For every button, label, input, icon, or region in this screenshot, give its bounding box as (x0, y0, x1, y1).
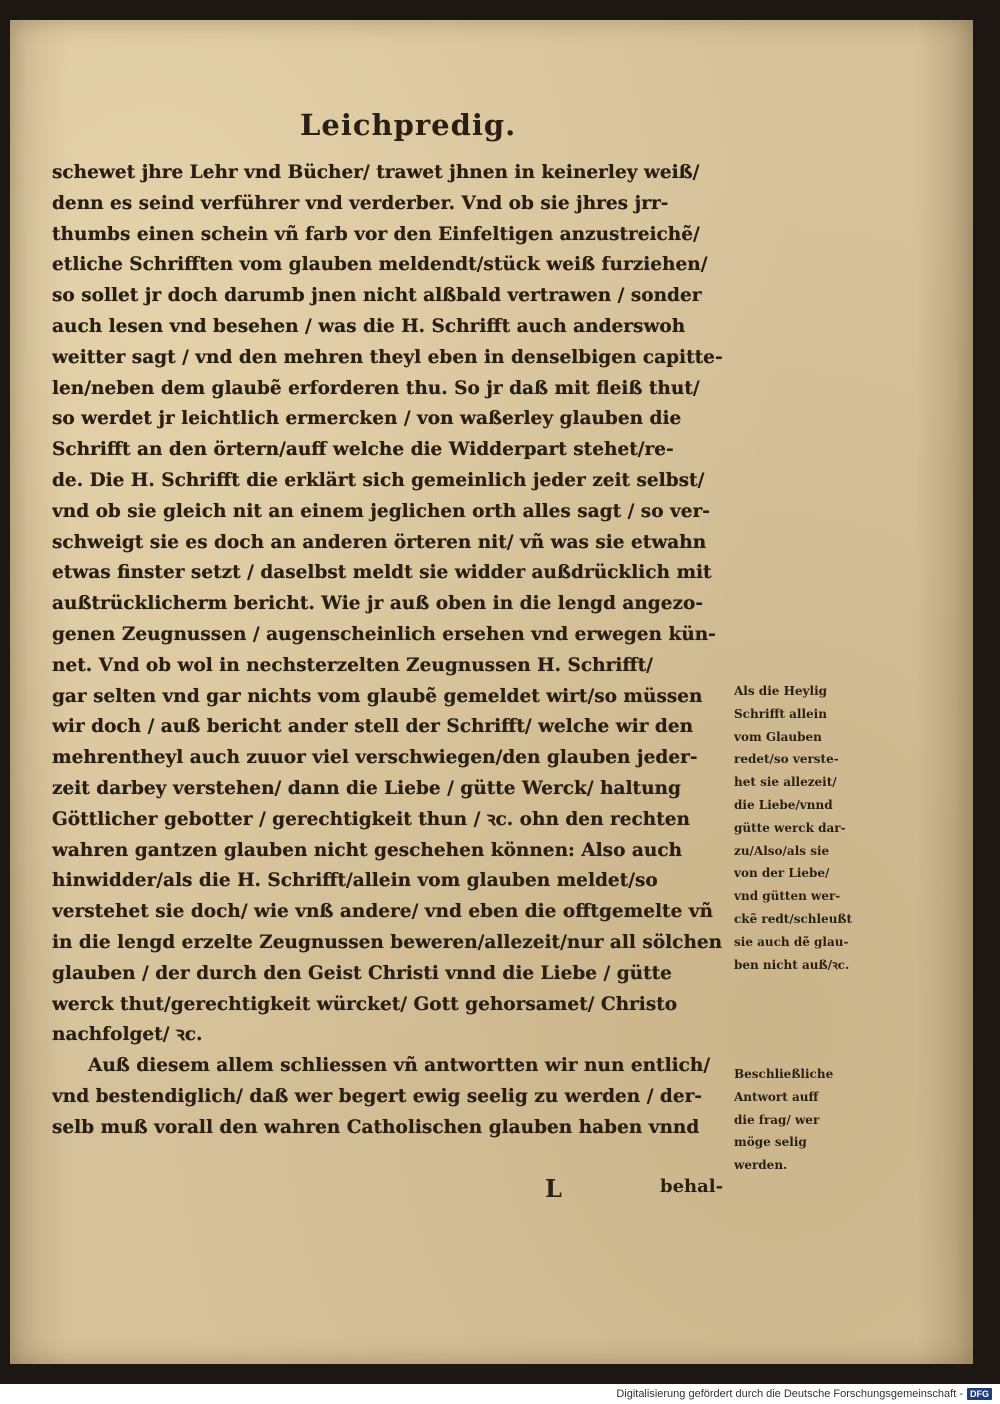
text-line: so werdet jr leichtlich ermercken / von waßerley glauben die (52, 408, 682, 430)
text-line: Schrifft an den örtern/auff welche die Widderpart stehet/re- (52, 439, 674, 461)
signature-mark: L (545, 1174, 562, 1203)
margin-note-line: Als die Heylig (734, 684, 828, 698)
text-line: gar selten vnd gar nichts vom glaubẽ gemeldet wirt/so müssen (52, 685, 703, 707)
text-line: de. Die H. Schrifft die erklärt sich gemeinlich jeder zeit selbst/ (52, 469, 705, 491)
text-line: schweigt sie es doch an anderen örteren nit/ vñ was sie etwahn (52, 531, 707, 553)
dfg-logo: DFG (967, 1388, 992, 1400)
text-line: vnd bestendiglich/ daß wer begert ewig seelig zu werden / der- (52, 1085, 703, 1107)
running-head: Leichpredig. (300, 108, 517, 142)
margin-note-line: möge selig (734, 1135, 807, 1150)
text-line: verstehet sie doch/ wie vnß andere/ vnd eben die offtgemelte vñ (52, 901, 713, 923)
text-line: so sollet jr doch darumb jnen nicht alßbald vertrawen / sonder (52, 285, 702, 307)
margin-note-line: Antwort auff (734, 1089, 819, 1104)
text-line: auch lesen vnd besehen / was die H. Schrifft auch anderswoh (52, 315, 686, 337)
margin-note-line: gütte werck dar- (734, 820, 846, 835)
margin-note-line: die Liebe/vnnd (734, 797, 833, 812)
text-line: zeit darbey verstehen/ dann die Liebe / gütte Werck/ haltung (52, 777, 681, 799)
margin-note-line: vnd gütten wer- (734, 889, 841, 904)
text-line: in die lengd erzelte Zeugnussen beweren/allezeit/nur all sölchen (52, 931, 723, 953)
margin-note (734, 1063, 870, 1177)
text-line: etwas finster setzt / daselbst meldt sie widder außdrücklich mit (52, 562, 712, 584)
catchword: behal- (660, 1176, 724, 1197)
text-line: glauben / der durch den Geist Christi vnnd die Liebe / gütte (52, 962, 672, 984)
funding-credit-text: Digitalisierung gefördert durch die Deutsche Forschungsgemeinschaft - (616, 1388, 963, 1400)
margin-note-line: vom Glauben (734, 729, 822, 744)
margin-note-line: Beschließliche (734, 1067, 834, 1081)
text-line: mehrentheyl auch zuuor viel verschwiegen/den glauben jeder- (52, 747, 698, 769)
margin-note-line: die frag/ wer (734, 1112, 820, 1127)
footer-bar (0, 1384, 1000, 1404)
text-line: genen Zeugnussen / augenscheinlich ersehen vnd erwegen kün- (52, 623, 716, 645)
margin-note-line: zu/Also/als sie (734, 843, 830, 858)
text-line: len/neben dem glaubẽ erforderen thu. So jr daß mit fleiß thut/ (52, 377, 700, 399)
text-line: Auß diesem allem schliessen vñ antwortten wir nun entlich/ (88, 1055, 711, 1077)
margin-note-line: werden. (734, 1158, 788, 1173)
text-line: weitter sagt / vnd den mehren theyl eben in denselbigen capitte- (52, 346, 723, 368)
margin-note-line: het sie allezeit/ (734, 775, 837, 790)
text-line: vnd ob sie gleich nit an einem jeglichen orth alles sagt / so ver- (52, 500, 710, 522)
text-line: werck thut/gerechtigkeit würcket/ Gott gehorsamet/ Christo (52, 993, 678, 1015)
margin-note (734, 680, 870, 976)
text-line: net. Vnd ob wol in nechsterzelten Zeugnussen H. Schrifft/ (52, 654, 653, 676)
margin-note-line: sie auch dẽ glau- (734, 934, 849, 949)
body-text (52, 158, 730, 1144)
text-line: wahren gantzen glauben nicht geschehen können: Also auch (52, 839, 683, 861)
funding-credit (616, 1386, 992, 1402)
margin-note-line: von der Liebe/ (734, 866, 830, 881)
margin-note-line: ckẽ redt/schleußt (734, 911, 853, 926)
text-line: nachfolget/ ꝛc. (52, 1024, 203, 1046)
margin-note-line: redet/so verste- (734, 752, 839, 767)
text-line: etliche Schrifften vom glauben meldendt/stück weiß furziehen/ (52, 254, 708, 276)
text-line: denn es seind verführer vnd verderber. Vnd ob sie jhres jrr- (52, 192, 669, 214)
text-line: hinwidder/als die H. Schrifft/allein vom glauben meldet/so (52, 870, 658, 892)
text-line: wir doch / auß bericht ander stell der Schrifft/ welche wir den (52, 716, 694, 738)
text-line: thumbs einen schein vñ farb vor den Einfeltigen anzustreichẽ/ (52, 223, 700, 245)
text-line: Göttlicher gebotter / gerechtigkeit thun / ꝛc. ohn den rechten (52, 808, 690, 830)
text-line: schewet jhre Lehr vnd Bücher/ trawet jhnen in keinerley weiß/ (52, 162, 700, 183)
margin-note-line: Schrifft allein (734, 706, 827, 721)
text-line: selb muß vorall den wahren Catholischen glauben haben vnnd (52, 1116, 700, 1138)
text-line: außtrücklicherm bericht. Wie jr auß oben in die lengd angezo- (52, 593, 704, 615)
margin-note-line: ben nicht auß/ꝛc. (734, 957, 850, 972)
